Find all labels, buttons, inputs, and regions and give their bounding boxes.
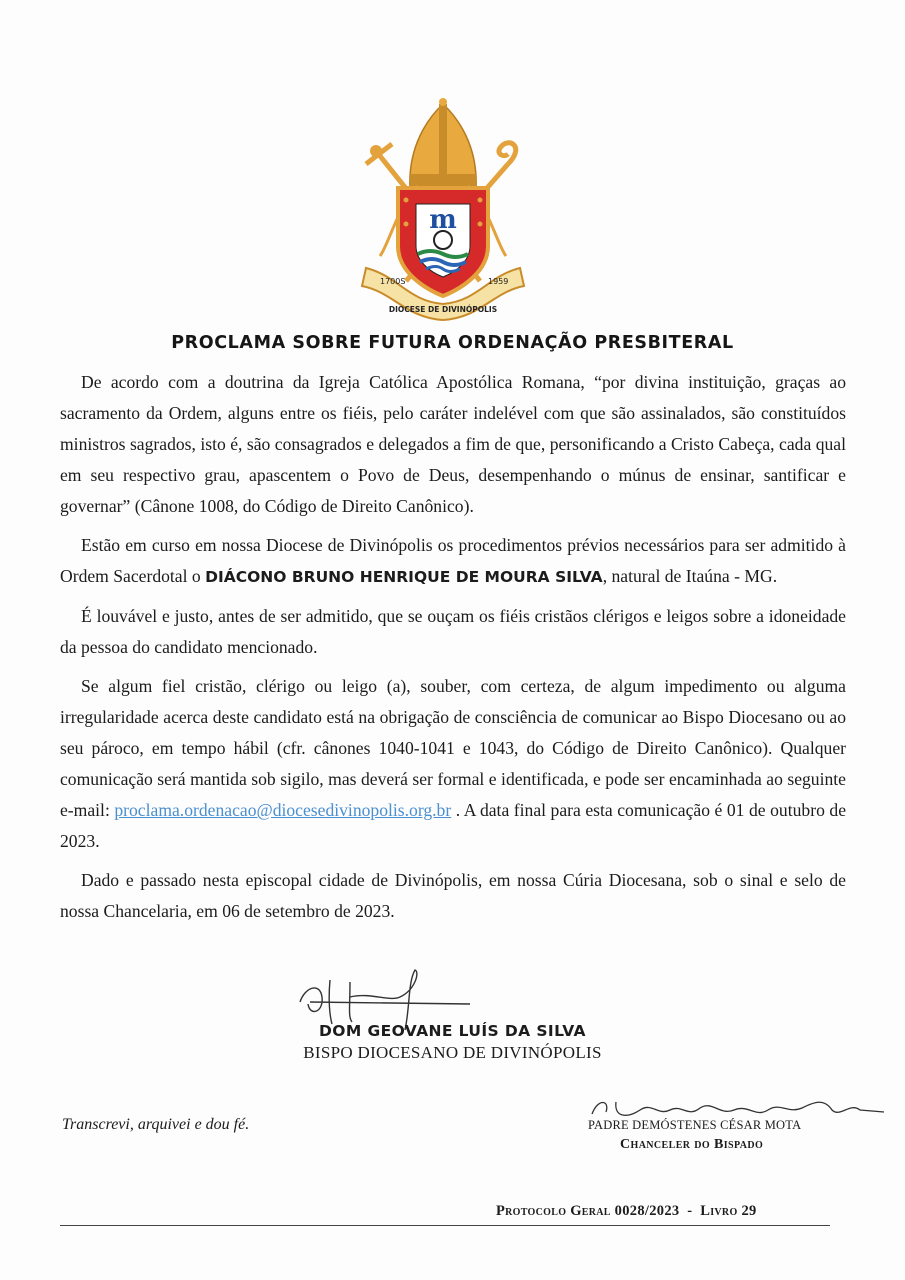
- seal-year-right: 1959: [488, 277, 509, 286]
- bishop-signature-block: [0, 1020, 905, 1064]
- chancellor-name: PADRE DEMÓSTENES CÉSAR MOTA: [588, 1118, 802, 1132]
- document-body: [60, 367, 846, 935]
- candidate-name: DIÁCONO BRUNO HENRIQUE DE MOURA SILVA: [205, 568, 603, 586]
- protocol-number: Protocolo Geral 0028/2023 - Livro 29: [496, 1203, 757, 1219]
- seal-banner-text: DIOCESE DE DIVINÓPOLIS: [388, 305, 498, 314]
- paragraph-4: [60, 671, 846, 857]
- paragraph-4-end: . A data final para esta comunicação é 01 de outubro de 2023.: [60, 800, 846, 851]
- paragraph-4-text: Se algum fiel cristão, clérigo ou leigo (a), souber, com certeza, de algum impedimento ou alguma irregularidade acerca deste candidato está na obrigação de consciência de comunicar ao Bispo Diocesano ou ao seu pároco, em tempo hábil (cfr. cânones 1040-1041 e 1043, do Código de Direito Canônico). Qualquer comunicação será mantida sob sigilo, mas deverá ser formal e identificada, e pode ser encaminhada ao seguinte e-mail:: [60, 676, 846, 820]
- bishop-title: BISPO DIOCESANO DE DIVINÓPOLIS: [303, 1043, 602, 1062]
- page-title: PROCLAMA SOBRE FUTURA ORDENAÇÃO PRESBITERAL: [171, 333, 734, 353]
- bishop-name: DOM GEOVANE LUÍS DA SILVA: [319, 1022, 586, 1040]
- seal-year-left: 1700S: [380, 277, 406, 286]
- chancellor-block: [588, 1117, 838, 1153]
- paragraph-2: [60, 530, 846, 593]
- paragraph-1: De acordo com a doutrina da Igreja Católica Apostólica Romana, “por divina instituição, graças ao sacramento da Ordem, alguns entre os fiéis, pelo caráter indelével com que são assinalados, são constituídos ministros sagrados, isto é, são consagrados e delegados a fim de que, personificando a Cristo Cabeça, cada qual em seu respectivo grau, apascentem o Povo de Deus, desempenhando o múnus de ensinar, santificar e governar” (Cânone 1008, do Código de Direito Canônico).: [60, 372, 846, 516]
- mitre-icon: [410, 98, 476, 188]
- transcribed-note: Transcrevi, arquivei e dou fé.: [62, 1116, 250, 1133]
- monogram-text: m: [429, 205, 457, 235]
- chancellor-title: Chanceler do Bispado: [620, 1137, 764, 1152]
- diocese-coat-of-arms: [358, 96, 528, 322]
- email-link[interactable]: proclama.ordenacao@diocesedivinopolis.org.br: [114, 800, 452, 820]
- footer-rule: [60, 1225, 830, 1226]
- paragraph-5: Dado e passado nesta episcopal cidade de Divinópolis, em nossa Cúria Diocesana, sob o sinal e selo de nossa Chancelaria, em 06 de setembro de 2023.: [60, 870, 846, 921]
- shield-icon: [398, 188, 488, 296]
- paragraph-2-end: , natural de Itaúna - MG.: [602, 566, 778, 586]
- paragraph-2-text: Estão em curso em nossa Diocese de Divinópolis os procedimentos prévios necessários para ser admitido à Ordem Sacerdotal o: [60, 535, 846, 586]
- paragraph-3: É louvável e justo, antes de ser admitido, que se ouçam os fiéis cristãos clérigos e leigos sobre a idoneidade da pessoa do candidato mencionado.: [60, 606, 846, 657]
